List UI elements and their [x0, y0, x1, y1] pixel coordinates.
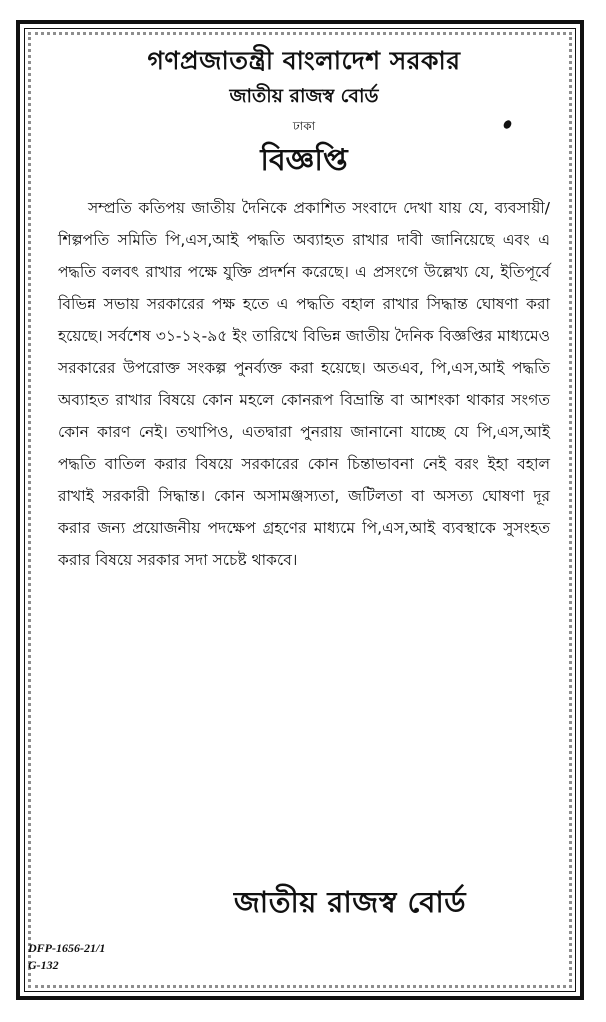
city-name: ঢাকা	[292, 119, 316, 133]
board-name: জাতীয় রাজস্ব বোর্ড	[229, 85, 379, 107]
notice-heading: বিজ্ঞপ্তি	[260, 143, 348, 178]
government-title: গণপ্রজাতন্ত্রী বাংলাদেশ সরকার	[147, 46, 461, 75]
notice-content	[54, 44, 554, 576]
notice-body: সম্প্রতি কতিপয় জাতীয় দৈনিকে প্রকাশিত সংবাদে দেখা যায় যে, ব্যবসায়ী/শিল্পপতি সমিতি পি,এস,আই পদ্ধতি অব্যাহত রাখার দাবী জানিয়েছে এবং এ পদ্ধতি বলবৎ রাখার পক্ষে যুক্তি প্রদর্শন করেছে। এ প্রসংগে উল্লেখ্য যে, ইতিপূর্বে বিভিন্ন সভায় সরকারের পক্ষ হতে এ পদ্ধতি বহাল রাখার সিদ্ধান্ত ঘোষণা করা হয়েছে। সর্বশেষ ৩১-১২-৯৫ ইং তারিখে বিভিন্ন জাতীয় দৈনিক বিজ্ঞপ্তির মাধ্যমেও সরকারের উপরোক্ত সংকল্প পুনর্ব্যক্ত করা হয়েছে। অতএব, পি,এস,আই পদ্ধতি অব্যাহত রাখার বিষয়ে কোন মহলে কোনরূপ বিভ্রান্তি বা আশংকা থাকার সংগত কোন কারণ নেই। তথাপিও, এতদ্বারা পুনরায় জানানো যাচ্ছে যে পি,এস,আই পদ্ধতি বাতিল করার বিষয়ে সরকারের কোন চিন্তাভাবনা নেই বরং ইহা বহাল রাখাই সরকারী সিদ্ধান্ত। কোন অসামঞ্জস্যতা, জটিলতা বা অসত্য ঘোষণা দূর করার জন্য প্রয়োজনীয় পদক্ষেপ গ্রহণের মাধ্যমে পি,এস,আই ব্যবস্থাকে সুসংহত করার বিষয়ে সরকার সদা সচেষ্ট থাকবে।	[58, 199, 550, 569]
dfp-code: DFP-1656-21/1	[28, 941, 106, 955]
signature: জাতীয় রাজস্ব বোর্ড	[233, 885, 467, 919]
publication-codes	[28, 940, 105, 974]
g-code: G-132	[28, 958, 59, 972]
